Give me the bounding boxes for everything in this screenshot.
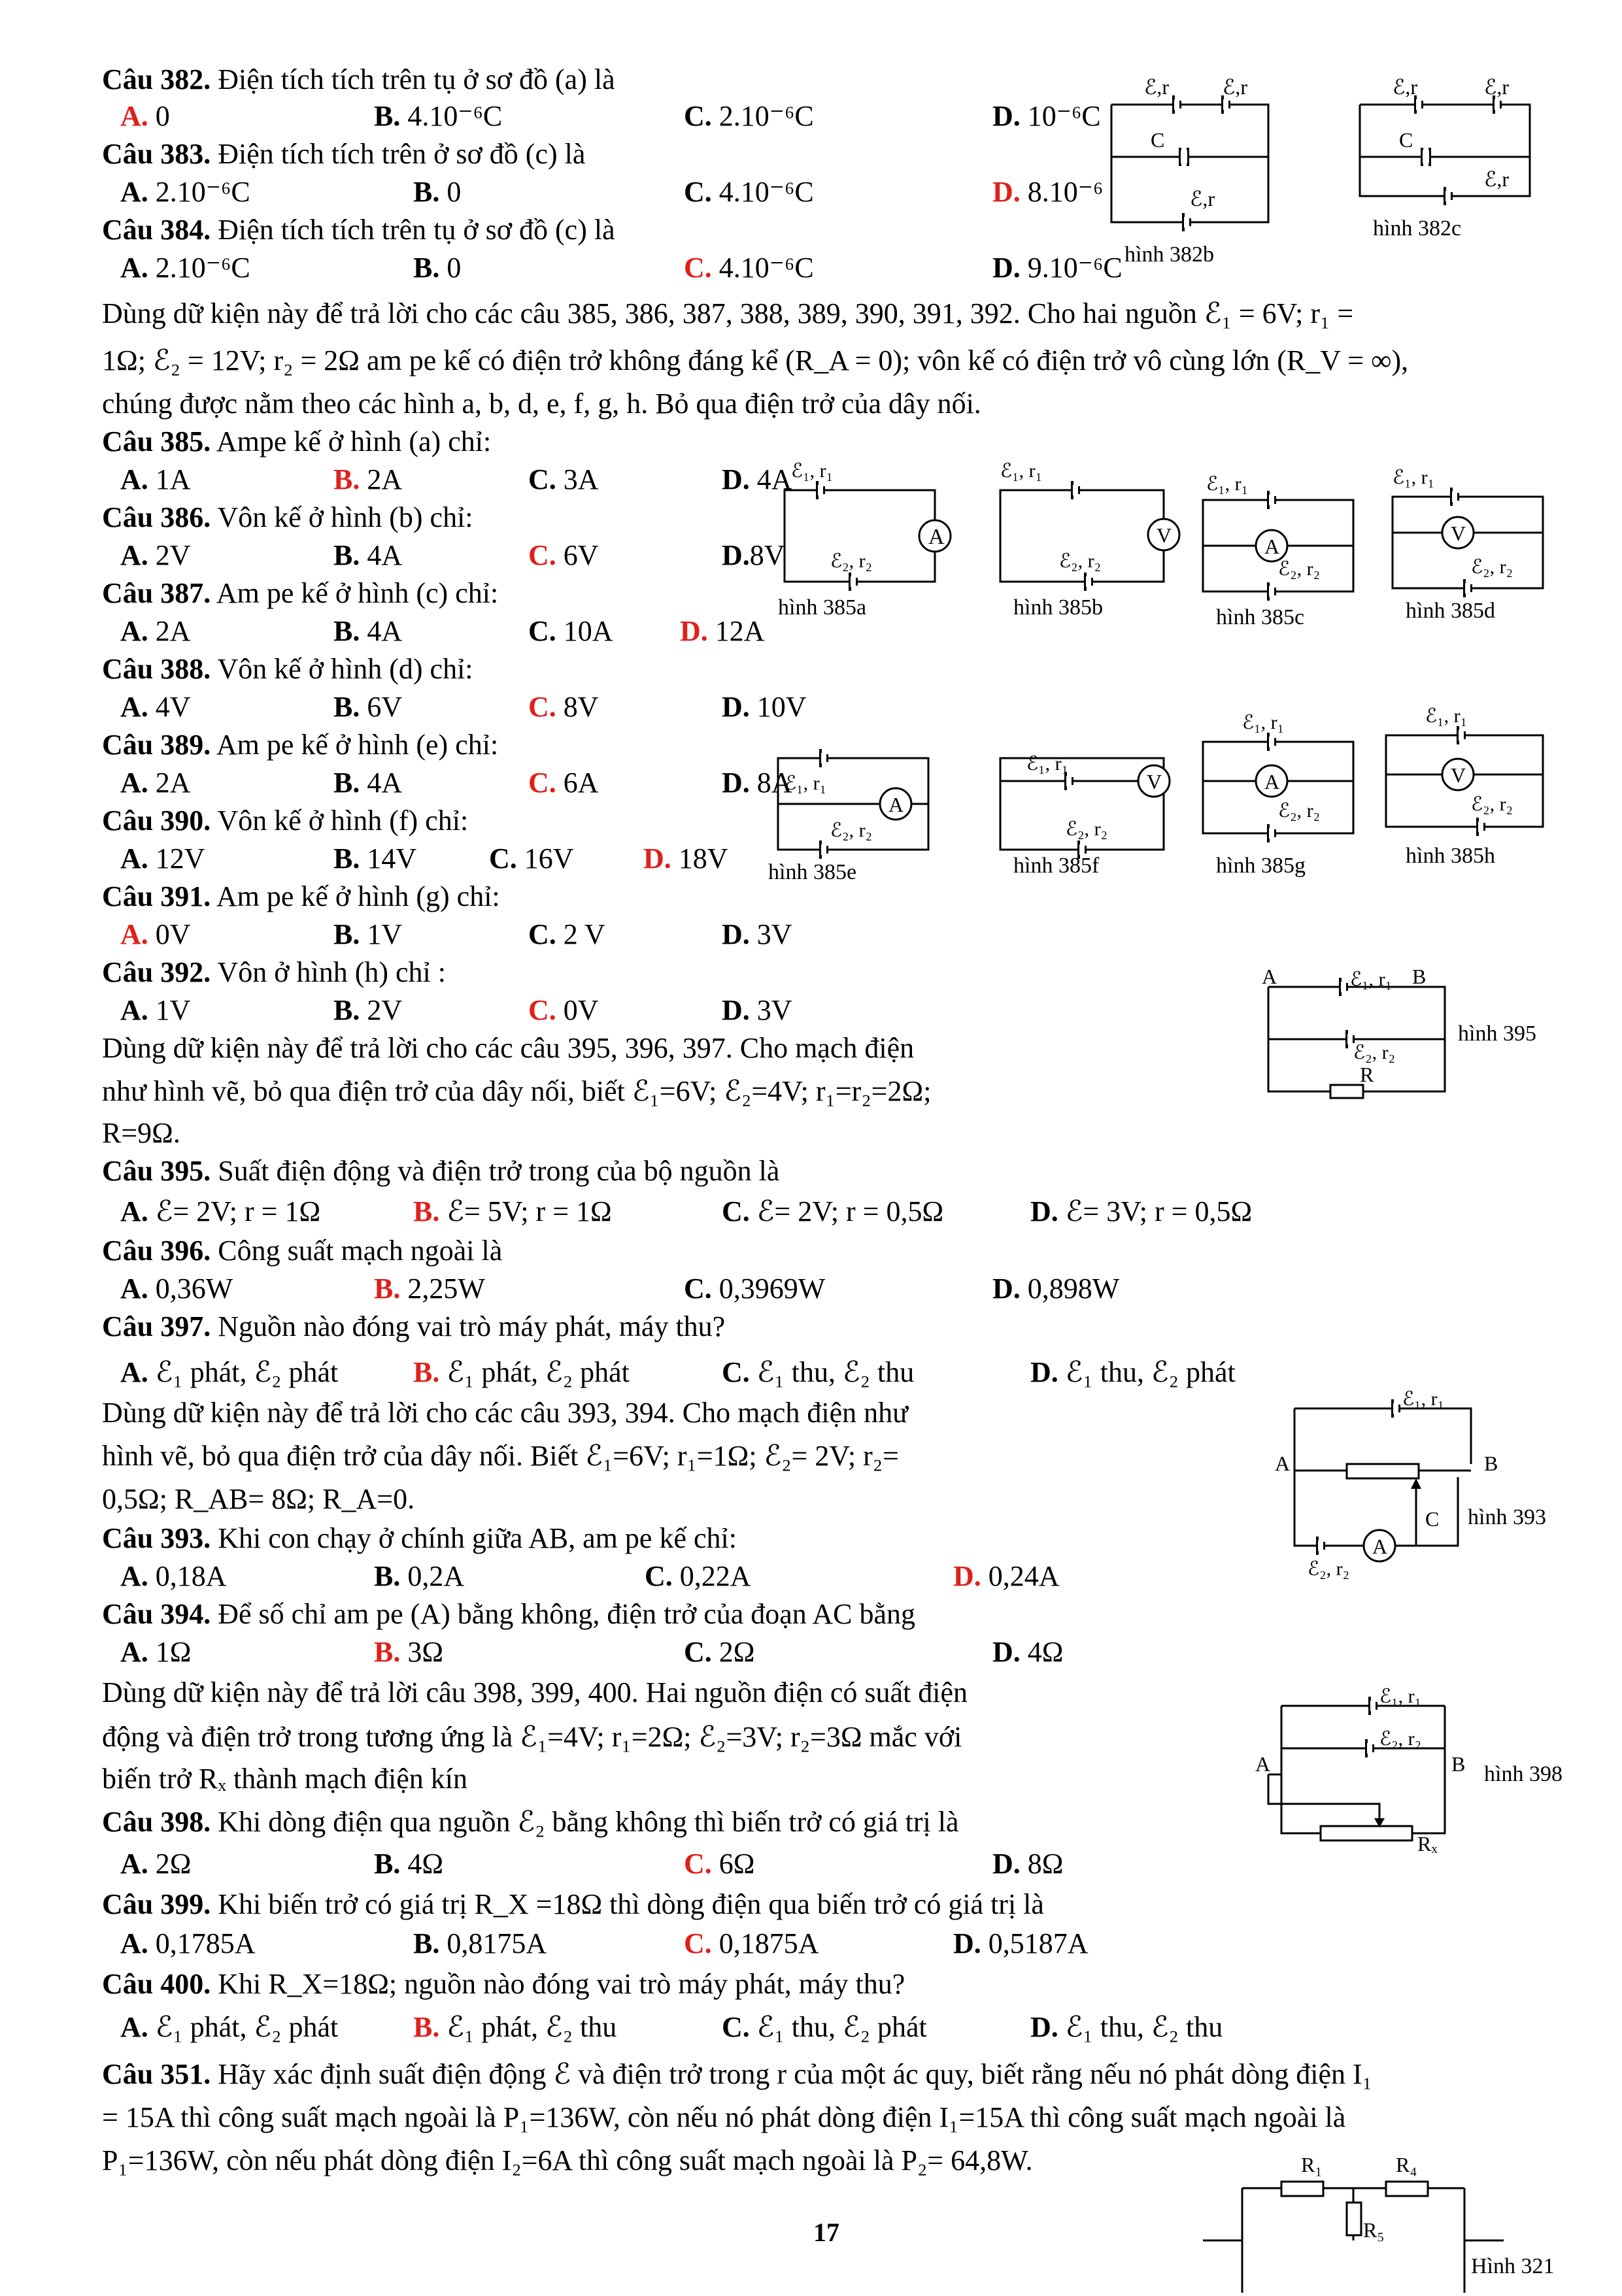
label-er: ℰ,r bbox=[1393, 75, 1418, 99]
q395-stem: Câu 395. Suất điện động và điện trở trong của bộ nguồn là bbox=[102, 1155, 780, 1187]
q382-option-b[interactable]: B. 4.10⁻⁶C bbox=[374, 100, 503, 132]
q391-option-c[interactable]: C. 2 V bbox=[528, 918, 605, 950]
q390-option-d[interactable]: D. 18V bbox=[643, 842, 728, 874]
q398-stem: Câu 398. Khi dòng điện qua nguồn ℰ₂ bằng không thì biến trở có giá trị là bbox=[102, 1806, 959, 1838]
q382-option-d[interactable]: D. 10⁻⁶C bbox=[992, 100, 1101, 132]
caption-385g: hình 385g bbox=[1216, 854, 1306, 878]
caption-385b: hình 385b bbox=[1013, 595, 1103, 620]
q396-option-c[interactable]: C. 0,3969W bbox=[684, 1273, 826, 1305]
node-b-label: B bbox=[1412, 965, 1427, 988]
q393-option-b[interactable]: B. 0,2A bbox=[374, 1560, 465, 1592]
figure-385a bbox=[771, 458, 968, 618]
q387-stem: Câu 387. Am pe kế ở hình (c) chỉ: bbox=[102, 577, 499, 609]
q390-option-b[interactable]: B. 14V bbox=[333, 842, 417, 874]
q394-option-a[interactable]: A. 1Ω bbox=[120, 1636, 192, 1668]
intro-2-line-3: R=9Ω. bbox=[102, 1117, 180, 1149]
q386-option-d[interactable]: D.8V bbox=[722, 539, 785, 571]
voltmeter-label: V bbox=[1451, 522, 1466, 545]
label-e2r2: ℰ₂, r₂ bbox=[830, 550, 873, 572]
figure-321 bbox=[1203, 2142, 1569, 2296]
q384-stem: Câu 384. Điện tích tích trên tụ ở sơ đồ (c) là bbox=[102, 214, 615, 246]
q397-option-b[interactable]: B. ℰ₁ phát, ℰ₂ phát bbox=[413, 1356, 630, 1388]
caption-385h: hình 385h bbox=[1406, 844, 1495, 868]
ammeter-label: A bbox=[928, 525, 945, 549]
q387-option-d[interactable]: D. 12A bbox=[680, 615, 765, 647]
q382-option-c[interactable]: C. 2.10⁻⁶C bbox=[684, 100, 814, 132]
figure-385d bbox=[1386, 461, 1569, 627]
resistor-r1-label: R₁ bbox=[1301, 2153, 1323, 2176]
q393-stem: Câu 393. Khi con chạy ở chính giữa AB, am pe kế chỉ: bbox=[102, 1522, 737, 1554]
figure-385c bbox=[1196, 464, 1379, 631]
q392-option-a[interactable]: A. 1V bbox=[120, 994, 191, 1026]
q389-option-c[interactable]: C. 6A bbox=[528, 767, 599, 799]
q397-stem: Câu 397. Nguồn nào đóng vai trò máy phát, máy thu? bbox=[102, 1310, 726, 1342]
figure-385h bbox=[1379, 699, 1569, 873]
q393-option-c[interactable]: C. 0,22A bbox=[645, 1560, 751, 1592]
q399-option-d[interactable]: D. 0,5187A bbox=[953, 1927, 1089, 1959]
caption-382c: hình 382c bbox=[1373, 216, 1462, 241]
label-e1r1: ℰ₁, r₁ bbox=[785, 773, 827, 794]
label-e1r1: ℰ₁, r₁ bbox=[1350, 969, 1393, 990]
node-a-label: A bbox=[1275, 1452, 1291, 1475]
q382-stem: Câu 382. Điện tích tích trên tụ ở sơ đồ (a) là bbox=[102, 63, 615, 95]
node-b-label: B bbox=[1451, 1752, 1466, 1776]
label-e1r1: ℰ₁, r₁ bbox=[791, 460, 834, 482]
caption-395: hình 395 bbox=[1458, 1022, 1536, 1046]
intro-1-line-2: 1Ω; ℰ₂ = 12V; r₂ = 2Ω am pe kế có điện trở không đáng kể (R_A = 0); vôn kế có điện trở vô cùng lớn (R_V = ∞), bbox=[102, 344, 1409, 376]
q384-option-a[interactable]: A. 2.10⁻⁶C bbox=[120, 252, 250, 284]
rheostat-rx-label: Rₓ bbox=[1417, 1832, 1438, 1855]
q384-option-b[interactable]: B. 0 bbox=[413, 252, 462, 284]
q392-option-d[interactable]: D. 3V bbox=[722, 994, 792, 1026]
label-e2r2: ℰ₂, r₂ bbox=[1278, 558, 1321, 580]
label-e2r2: ℰ₂, r₂ bbox=[1353, 1042, 1396, 1063]
q391-option-b[interactable]: B. 1V bbox=[333, 918, 403, 950]
label-er: ℰ,r bbox=[1190, 187, 1215, 210]
node-c-label: C bbox=[1425, 1507, 1440, 1531]
q388-option-d[interactable]: D. 10V bbox=[722, 691, 807, 723]
q386-stem: Câu 386. Vôn kế ở hình (b) chỉ: bbox=[102, 501, 473, 533]
caption-385a: hình 385a bbox=[778, 595, 867, 620]
q394-option-d[interactable]: D. 4Ω bbox=[992, 1636, 1064, 1668]
q399-option-a[interactable]: A. 0,1785A bbox=[120, 1927, 256, 1959]
q383-option-a[interactable]: A. 2.10⁻⁶C bbox=[120, 176, 250, 208]
label-e2r2: ℰ₂, r₂ bbox=[1059, 550, 1102, 572]
q390-stem: Câu 390. Vôn kế ở hình (f) chỉ: bbox=[102, 805, 469, 837]
intro-1-line-1: Dùng dữ kiện này để trả lời cho các câu 385, 386, 387, 388, 389, 390, 391, 392. Cho hai nguồn ℰ₁ = 6V; r₁ = bbox=[102, 297, 1354, 329]
q393-option-a[interactable]: A. 0,18A bbox=[120, 1560, 227, 1592]
q387-option-a[interactable]: A. 2A bbox=[120, 615, 191, 647]
q384-option-d[interactable]: D. 9.10⁻⁶C bbox=[992, 252, 1123, 284]
q397-option-c[interactable]: C. ℰ₁ thu, ℰ₂ thu bbox=[722, 1356, 915, 1388]
ammeter-label: A bbox=[888, 793, 904, 816]
label-e2r2: ℰ₂, r₂ bbox=[1471, 793, 1513, 815]
q399-option-b[interactable]: B. 0,8175A bbox=[413, 1927, 547, 1959]
label-cap: C bbox=[1399, 128, 1413, 152]
figure-382b bbox=[1105, 72, 1321, 267]
figure-385b bbox=[987, 458, 1190, 618]
intro-1-line-3: chúng được nằm theo các hình a, b, d, e, f, g, h. Bỏ qua điện trở của dây nối. bbox=[102, 388, 981, 420]
q400-stem: Câu 400. Khi R_X=18Ω; nguồn nào đóng vai trò máy phát, máy thu? bbox=[102, 1968, 905, 2000]
q399-stem: Câu 399. Khi biến trở có giá trị R_X =18Ω thì dòng điện qua biến trở có giá trị là bbox=[102, 1888, 1044, 1920]
label-er: ℰ,r bbox=[1484, 75, 1510, 99]
q393-option-d[interactable]: D. 0,24A bbox=[953, 1560, 1060, 1592]
q385-option-d[interactable]: D. 4A bbox=[722, 463, 792, 495]
q392-option-b[interactable]: B. 2V bbox=[333, 994, 403, 1026]
intro-4-line-3: biến trở Rₓ thành mạch điện kín bbox=[102, 1763, 468, 1795]
figure-393 bbox=[1262, 1379, 1589, 1585]
q388-option-a[interactable]: A. 4V bbox=[120, 691, 191, 723]
q395-option-c[interactable]: C. ℰ= 2V; r = 0,5Ω bbox=[722, 1195, 944, 1227]
q396-option-b[interactable]: B. 2,25W bbox=[374, 1273, 485, 1305]
q389-option-b[interactable]: B. 4A bbox=[333, 767, 403, 799]
figure-395 bbox=[1236, 961, 1576, 1114]
node-a-label: A bbox=[1255, 1752, 1271, 1776]
label-e1r1: ℰ₁, r₁ bbox=[1402, 1388, 1445, 1410]
caption-385f: hình 385f bbox=[1013, 854, 1100, 878]
q385-stem: Câu 385. Ampe kế ở hình (a) chỉ: bbox=[102, 425, 492, 458]
q395-option-d[interactable]: D. ℰ= 3V; r = 0,5Ω bbox=[1030, 1195, 1253, 1227]
q385-option-a[interactable]: A. 1A bbox=[120, 463, 191, 495]
q396-option-d[interactable]: D. 0,898W bbox=[992, 1273, 1120, 1305]
q400-option-d[interactable]: D. ℰ₁ thu, ℰ₂ thu bbox=[1030, 2011, 1223, 2043]
label-e2r2: ℰ₂, r₂ bbox=[830, 820, 873, 841]
ammeter-label: A bbox=[1264, 535, 1280, 558]
label-e1r1: ℰ₁, r₁ bbox=[1425, 705, 1468, 727]
q351-line-1: Câu 351. Hãy xác định suất điện động ℰ và điện trở trong r của một ác quy, biết rằng nếu nó phát dòng điện I₁ bbox=[102, 2058, 1372, 2090]
resistor-r-label: R bbox=[1360, 1063, 1374, 1086]
caption-398: hình 398 bbox=[1484, 1762, 1563, 1786]
q399-option-c[interactable]: C. 0,1875A bbox=[684, 1927, 819, 1959]
q400-option-b[interactable]: B. ℰ₁ phát, ℰ₂ thu bbox=[413, 2011, 617, 2043]
label-er: ℰ,r bbox=[1223, 75, 1248, 99]
q389-option-a[interactable]: A. 2A bbox=[120, 767, 191, 799]
caption-321: Hình 321 bbox=[1471, 2254, 1555, 2278]
page-number: 17 bbox=[813, 2218, 839, 2247]
q398-option-b[interactable]: B. 4Ω bbox=[374, 1848, 444, 1880]
node-b-label: B bbox=[1484, 1452, 1498, 1475]
ammeter-label: A bbox=[1264, 770, 1280, 793]
label-e1r1: ℰ₁, r₁ bbox=[1379, 1686, 1422, 1707]
q351-line-2: = 15A thì công suất mạch ngoài là P₁=136W, còn nếu nó phát dòng điện I₁=15A thì công suất mạch ngoài là bbox=[102, 2101, 1346, 2133]
intro-2-line-1: Dùng dữ kiện này để trả lời cho các câu 395, 396, 397. Cho mạch điện bbox=[102, 1032, 915, 1064]
q388-stem: Câu 388. Vôn kế ở hình (d) chỉ: bbox=[102, 653, 473, 685]
intro-2-line-2: như hình vẽ, bỏ qua điện trở của dây nối, biết ℰ₁=6V; ℰ₂=4V; r₁=r₂=2Ω; bbox=[102, 1075, 932, 1107]
q396-stem: Câu 396. Công suất mạch ngoài là bbox=[102, 1235, 503, 1267]
label-e1r1: ℰ₁, r₁ bbox=[1242, 712, 1285, 733]
q351-line-3: P₁=136W, còn nếu phát dòng điện I₂=6A thì công suất mạch ngoài là P₂= 64,8W. bbox=[102, 2144, 1033, 2176]
label-e1r1: ℰ₁, r₁ bbox=[1000, 460, 1043, 482]
q400-option-c[interactable]: C. ℰ₁ thu, ℰ₂ phát bbox=[722, 2011, 927, 2043]
intro-3-line-3: 0,5Ω; R_AB= 8Ω; R_A=0. bbox=[102, 1483, 415, 1515]
q385-option-c[interactable]: C. 3A bbox=[528, 463, 599, 495]
q388-option-c[interactable]: C. 8V bbox=[528, 691, 599, 723]
label-e2r2: ℰ₂, r₂ bbox=[1066, 818, 1108, 840]
q397-option-d[interactable]: D. ℰ₁ thu, ℰ₂ phát bbox=[1030, 1356, 1236, 1388]
figure-398 bbox=[1249, 1680, 1589, 1859]
q400-option-a[interactable]: A. ℰ₁ phát, ℰ₂ phát bbox=[120, 2011, 339, 2043]
q389-stem: Câu 389. Am pe kế ở hình (e) chỉ: bbox=[102, 729, 499, 761]
intro-3-line-2: hình vẽ, bỏ qua điện trở của dây nối. Biết ℰ₁=6V; r₁=1Ω; ℰ₂= 2V; r₂= bbox=[102, 1440, 899, 1472]
label-e1r1: ℰ₁, r₁ bbox=[1206, 473, 1249, 495]
q382-option-a[interactable]: A. 0 bbox=[120, 100, 170, 132]
q391-stem: Câu 391. Am pe kế ở hình (g) chỉ: bbox=[102, 880, 500, 912]
q387-option-b[interactable]: B. 4A bbox=[333, 615, 403, 647]
q392-stem: Câu 392. Vôn ở hình (h) chỉ : bbox=[102, 956, 447, 988]
q395-option-a[interactable]: A. ℰ= 2V; r = 1Ω bbox=[120, 1195, 321, 1227]
label-e2r2: ℰ₂, r₂ bbox=[1471, 556, 1513, 578]
label-e1r1: ℰ₁, r₁ bbox=[1393, 467, 1435, 488]
label-e1r1: ℰ₁, r₁ bbox=[1026, 753, 1069, 774]
q383-option-b[interactable]: B. 0 bbox=[413, 176, 462, 208]
q398-option-c[interactable]: C. 6Ω bbox=[684, 1848, 755, 1880]
q385-option-b[interactable]: B. 2A bbox=[333, 463, 403, 495]
q395-option-b[interactable]: B. ℰ= 5V; r = 1Ω bbox=[413, 1195, 612, 1227]
q388-option-b[interactable]: B. 6V bbox=[333, 691, 403, 723]
figure-385e bbox=[765, 725, 961, 886]
q394-option-b[interactable]: B. 3Ω bbox=[374, 1636, 444, 1668]
label-er: ℰ,r bbox=[1144, 75, 1170, 99]
resistor-r5-label: R₅ bbox=[1363, 2218, 1385, 2242]
q391-option-d[interactable]: D. 3V bbox=[722, 918, 792, 950]
q396-option-a[interactable]: A. 0,36W bbox=[120, 1273, 233, 1305]
voltmeter-label: V bbox=[1451, 763, 1466, 787]
caption-385c: hình 385c bbox=[1216, 605, 1305, 629]
caption-385e: hình 385e bbox=[768, 860, 857, 884]
intro-3-line-1: Dùng dữ kiện này để trả lời cho các câu 393, 394. Cho mạch điện như bbox=[102, 1397, 908, 1429]
q398-option-d[interactable]: D. 8Ω bbox=[992, 1848, 1064, 1880]
figure-385f bbox=[987, 725, 1190, 886]
figure-382c bbox=[1353, 72, 1563, 252]
caption-385d: hình 385d bbox=[1406, 599, 1495, 623]
figure-385g bbox=[1196, 706, 1379, 879]
q384-option-c[interactable]: C. 4.10⁻⁶C bbox=[684, 252, 814, 284]
q398-option-a[interactable]: A. 2Ω bbox=[120, 1848, 192, 1880]
q390-option-a[interactable]: A. 12V bbox=[120, 842, 205, 874]
q387-option-c[interactable]: C. 10A bbox=[528, 615, 613, 647]
q386-option-c[interactable]: C. 6V bbox=[528, 539, 599, 571]
q383-stem: Câu 383. Điện tích tích trên ở sơ đồ (c) là bbox=[102, 138, 586, 170]
q397-option-a[interactable]: A. ℰ₁ phát, ℰ₂ phát bbox=[120, 1356, 339, 1388]
q390-option-c[interactable]: C. 16V bbox=[489, 842, 574, 874]
label-e2r2: ℰ₂, r₂ bbox=[1379, 1728, 1422, 1750]
label-e2r2: ℰ₂, r₂ bbox=[1278, 800, 1321, 822]
node-a-label: A bbox=[1262, 965, 1277, 988]
caption-393: hình 393 bbox=[1468, 1505, 1546, 1529]
q392-option-c[interactable]: C. 0V bbox=[528, 994, 599, 1026]
label-er: ℰ,r bbox=[1484, 167, 1510, 191]
q386-option-a[interactable]: A. 2V bbox=[120, 539, 191, 571]
voltmeter-label: V bbox=[1147, 770, 1162, 793]
voltmeter-label: V bbox=[1157, 524, 1172, 547]
q383-option-d[interactable]: D. 8.10⁻⁶ bbox=[992, 176, 1104, 208]
intro-4-line-1: Dùng dữ kiện này để trả lời câu 398, 399, 400. Hai nguồn điện có suất điện bbox=[102, 1676, 968, 1708]
caption-382b: hình 382b bbox=[1124, 242, 1214, 267]
label-cap: C bbox=[1151, 128, 1165, 152]
q394-stem: Câu 394. Để số chỉ am pe (A) bằng không, điện trở của đoạn AC bằng bbox=[102, 1598, 916, 1630]
q391-option-a[interactable]: A. 0V bbox=[120, 918, 191, 950]
q386-option-b[interactable]: B. 4A bbox=[333, 539, 403, 571]
ammeter-label: A bbox=[1372, 1535, 1388, 1558]
label-e2r2: ℰ₂, r₂ bbox=[1308, 1558, 1350, 1580]
intro-4-line-2: động và điện trở trong tương ứng là ℰ₁=4V; r₁=2Ω; ℰ₂=3V; r₂=3Ω mắc với bbox=[102, 1721, 962, 1753]
q394-option-c[interactable]: C. 2Ω bbox=[684, 1636, 755, 1668]
q389-option-d[interactable]: D. 8A bbox=[722, 767, 792, 799]
resistor-r4-label: R₄ bbox=[1396, 2153, 1417, 2176]
q383-option-c[interactable]: C. 4.10⁻⁶C bbox=[684, 176, 814, 208]
